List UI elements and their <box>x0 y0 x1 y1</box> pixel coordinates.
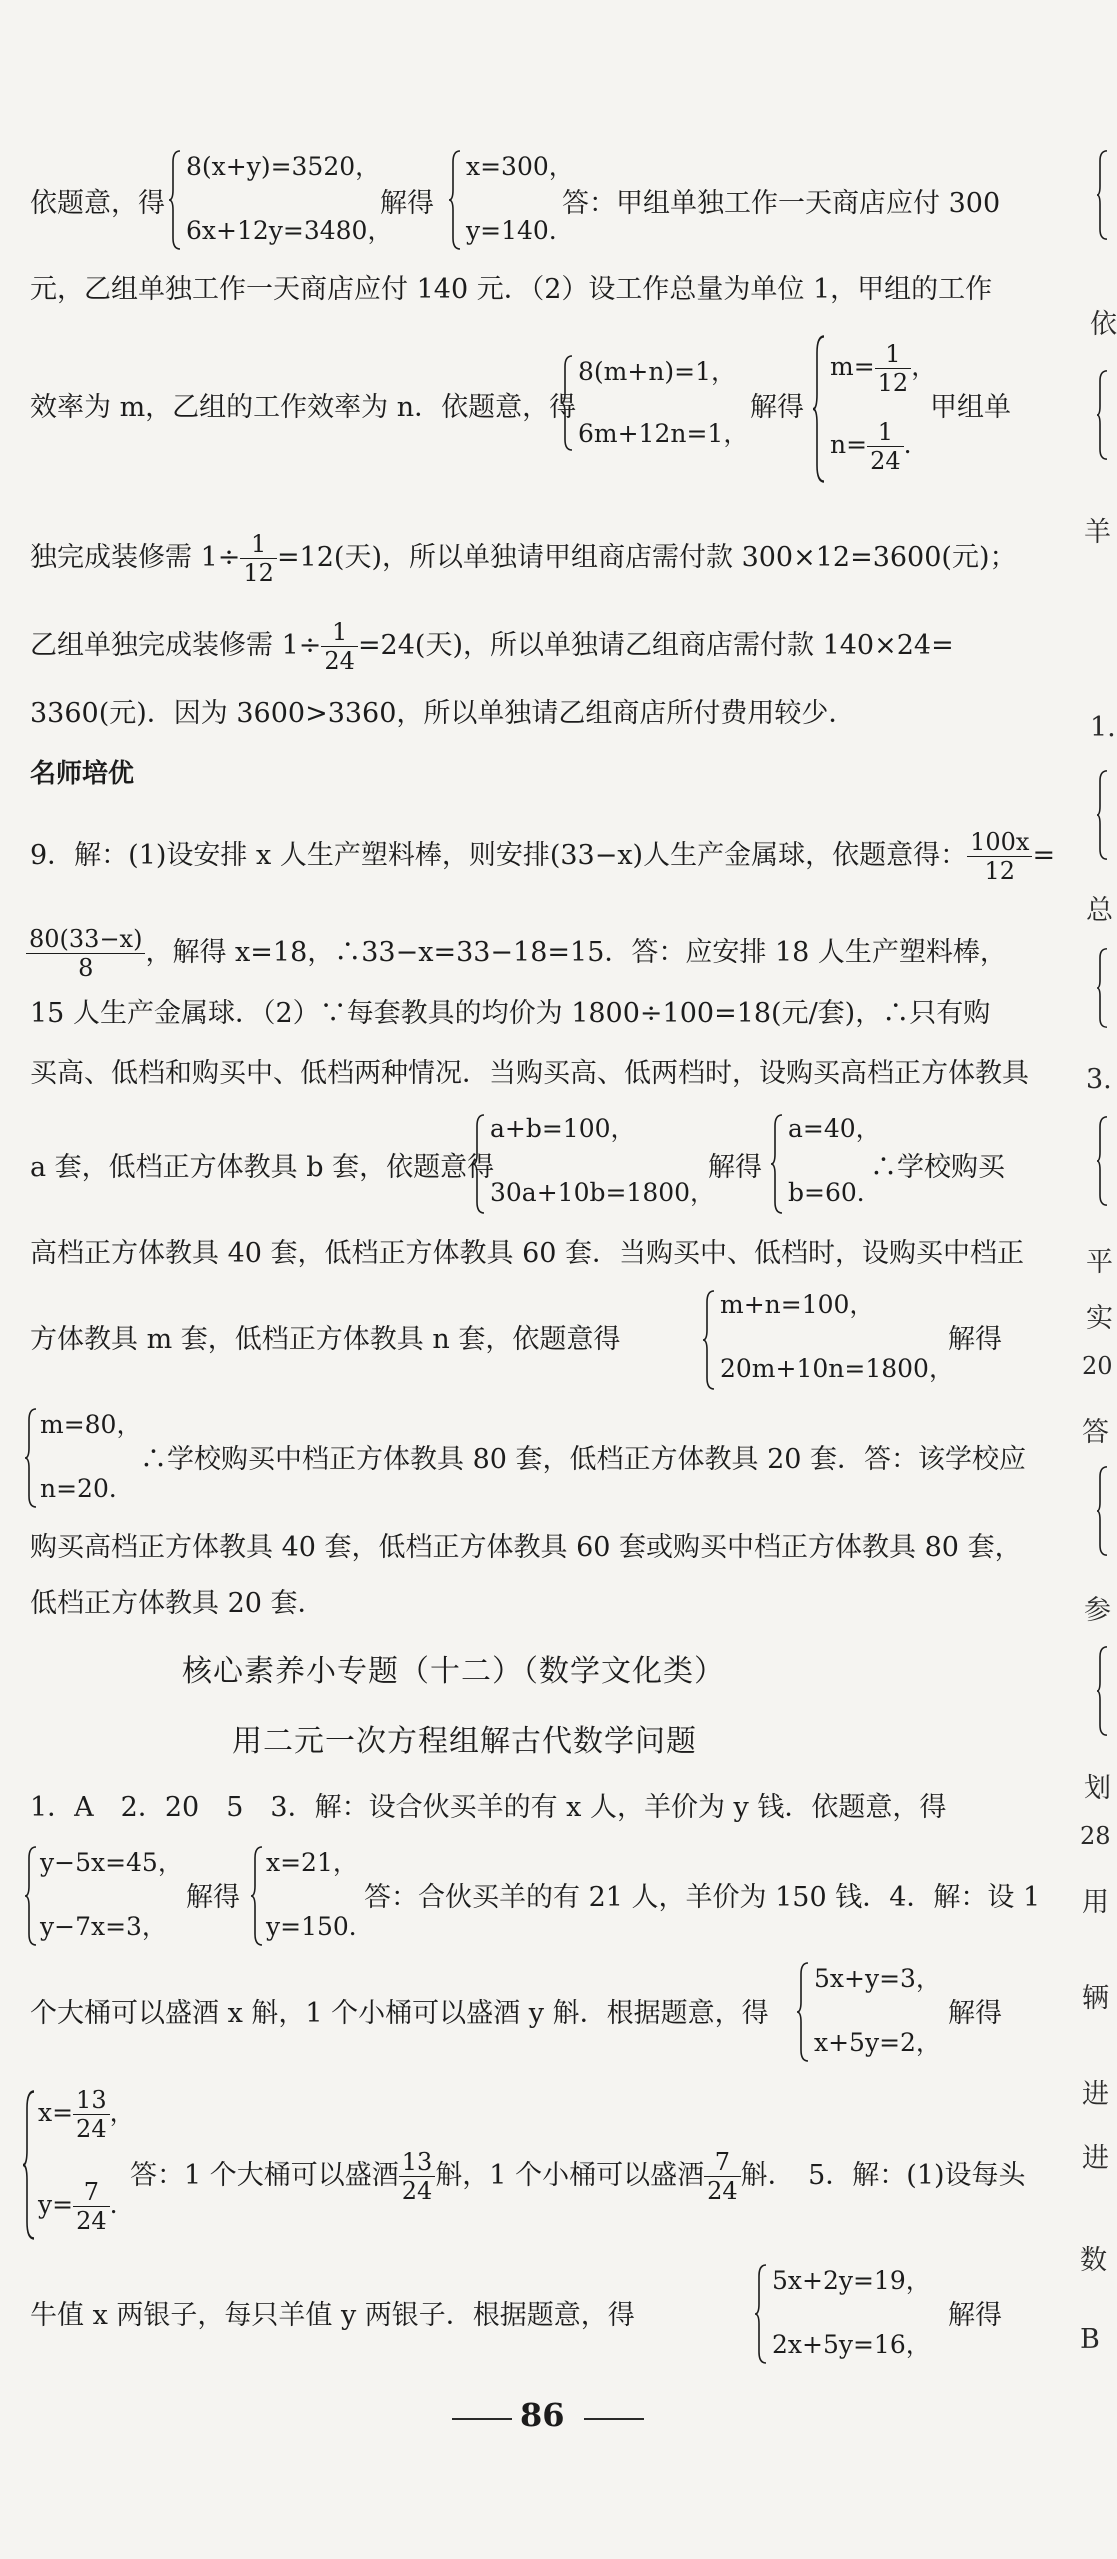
brace-icon <box>448 150 462 250</box>
solution-system: x=300， y=140. <box>466 152 574 245</box>
equation-system: a+b=100， 30a+10b=1800， <box>490 1114 716 1207</box>
text-line: 高档正方体教具 40 套，低档正方体教具 60 套．当购买中、低档时，设购买中档正 <box>30 1238 1025 1269</box>
text-line: 解得 <box>380 188 434 219</box>
fraction-solution: n= $\frac{1}{24}$ . <box>830 418 912 475</box>
brace-icon <box>472 1114 486 1214</box>
fraction-solution: m= $\frac{1}{12}$ ， <box>830 340 937 397</box>
edge-text: 辆 <box>1082 1983 1109 2014</box>
text-line: 解得 <box>750 392 804 423</box>
section-title: 核心素养小专题（十二）（数学文化类） <box>182 1654 725 1689</box>
brace-icon <box>796 1962 810 2062</box>
brace-icon <box>1096 150 1108 240</box>
edge-text: 进 <box>1082 2143 1109 2174</box>
edge-text: 依 <box>1090 309 1117 340</box>
fraction-solution: x= $\frac{13}{24}$ ， <box>38 2086 135 2143</box>
brace-icon <box>702 1290 716 1390</box>
solution-system: a=40， b=60． <box>788 1114 882 1207</box>
edge-text: 进 <box>1082 2079 1109 2110</box>
brace-icon <box>1096 948 1108 1028</box>
brace-icon <box>1096 1116 1108 1206</box>
edge-text: 用 <box>1082 1887 1109 1918</box>
brace-icon <box>24 1846 38 1946</box>
text-line: 答：合伙买羊的有 21 人，羊价为 150 钱．4．解：设 1 <box>364 1882 1041 1913</box>
brace-icon <box>770 1114 784 1214</box>
text-line: 方体教具 m 套，低档正方体教具 n 套，依题意得 <box>30 1324 621 1355</box>
text-line: 解得 <box>186 1882 240 1913</box>
text-line: $\frac{80(33-x)}{8}$ ，解得 x=18，∴33−x=33−18=15．答：应安排 18 人生产塑料棒， <box>26 925 1007 982</box>
text-line: 买高、低档和购买中、低档两种情况．当购买高、低两档时，设购买高档正方体教具 <box>30 1058 1029 1089</box>
fraction-solution: y= $\frac{7}{24}$ . <box>38 2178 118 2235</box>
equation-system: y−5x=45， y−7x=3， <box>40 1848 183 1941</box>
section-heading: 名师培优 <box>30 759 135 789</box>
text-line: 答：甲组单独工作一天商店应付 300 <box>562 188 1001 219</box>
text-line: 乙组单独完成装修需 1÷ $\frac{1}{24}$ =24(天)，所以单独请乙组商店需付款 140×24= <box>30 618 954 675</box>
text-line: a 套，低档正方体教具 b 套，依题意得 <box>30 1152 495 1183</box>
page-number-rule-right <box>584 2418 644 2420</box>
text-line: 购买高档正方体教具 40 套，低档正方体教具 60 套或购买中档正方体教具 80 套， <box>30 1532 1022 1563</box>
text-line: 解得 <box>948 2300 1002 2331</box>
brace-icon <box>1096 370 1108 460</box>
equation-system: 8(m+n)=1， 6m+12n=1， <box>578 357 749 448</box>
text-line: 9．解：(1)设安排 x 人生产塑料棒，则安排(33−x)人生产金属球，依题意得： $\frac{100x}{12}$ = <box>30 828 1056 885</box>
equation-system: 8(x+y)=3520， 6x+12y=3480， <box>186 152 393 245</box>
solution-system: x=21， y=150． <box>266 1848 374 1941</box>
text-line: ∴学校购买中档正方体教具 80 套，低档正方体教具 20 套．答：该学校应 <box>140 1444 1027 1475</box>
text-line: 效率为 m，乙组的工作效率为 n．依题意，得 <box>30 392 577 423</box>
edge-text: 划 <box>1084 1773 1111 1804</box>
equation-system: m+n=100， 20m+10n=1800， <box>720 1290 954 1383</box>
text-line: 个大桶可以盛酒 x 斛，1 个小桶可以盛酒 y 斛．根据题意，得 <box>30 1998 769 2029</box>
brace-icon <box>168 150 182 250</box>
edge-text: 28 <box>1080 1822 1111 1850</box>
text-line: 15 人生产金属球．（2）∵每套教具的均价为 1800÷100=18(元/套)，∴只有购 <box>30 998 991 1029</box>
edge-text: 3. <box>1086 1064 1112 1095</box>
brace-icon <box>812 335 826 483</box>
brace-icon <box>754 2264 768 2364</box>
text-line: 1．A 2．20 5 3．解：设合伙买羊的有 x 人，羊价为 y 钱．依题意，得 <box>30 1792 947 1823</box>
text-line: 3360(元)．因为 3600>3360，所以单独请乙组商店所付费用较少． <box>30 698 856 729</box>
edge-text: 参 <box>1084 1595 1111 1626</box>
text-line: 低档正方体教具 20 套． <box>30 1588 325 1619</box>
edge-text: 实 <box>1086 1303 1113 1334</box>
edge-text: 总 <box>1086 895 1113 926</box>
equation-system: 5x+2y=19， 2x+5y=16， <box>772 2266 931 2359</box>
text-line: 依题意，得 <box>30 188 165 219</box>
edge-text: 平 <box>1086 1247 1113 1278</box>
text-line: 甲组单 <box>930 392 1011 423</box>
text-line: 解得 <box>708 1152 762 1183</box>
text-line: 独完成装修需 1÷ $\frac{1}{12}$ =12(天)，所以单独请甲组商店需付款 300×12=3600(元)； <box>30 530 1017 587</box>
text-line: 解得 <box>948 1998 1002 2029</box>
edge-text: 1. <box>1090 712 1116 743</box>
section-subtitle: 用二元一次方程组解古代数学问题 <box>232 1724 697 1759</box>
text-line: ∴学校购买 <box>870 1152 1005 1183</box>
brace-icon <box>1096 1646 1108 1736</box>
solution-system: m=80， n=20． <box>40 1410 142 1503</box>
equation-system: 5x+y=3， x+5y=2， <box>814 1964 941 2057</box>
page-number-rule-left <box>452 2418 512 2420</box>
edge-text: B <box>1080 2324 1100 2355</box>
brace-icon <box>250 1846 264 1946</box>
text-line: 牛值 x 两银子，每只羊值 y 两银子．根据题意，得 <box>30 2300 635 2331</box>
text-line: 答：1 个大桶可以盛酒 $\frac{13}{24}$ 斛，1 个小桶可以盛酒 $\frac{7}{24}$ 斛． 5．解：(1)设每头 <box>130 2148 1026 2205</box>
brace-icon <box>560 355 574 451</box>
brace-icon <box>22 2090 36 2240</box>
text-line: 解得 <box>948 1324 1002 1355</box>
edge-text: 数 <box>1080 2245 1107 2276</box>
edge-text: 20 <box>1082 1352 1113 1380</box>
edge-text: 羊 <box>1084 517 1111 548</box>
page-number: 86 <box>520 2396 565 2434</box>
edge-text: 答 <box>1082 1417 1109 1448</box>
text-line: 元，乙组单独工作一天商店应付 140 元．（2）设工作总量为单位 1，甲组的工作 <box>30 274 993 305</box>
brace-icon <box>24 1408 38 1508</box>
brace-icon <box>1096 1466 1108 1556</box>
brace-icon <box>1096 770 1108 860</box>
